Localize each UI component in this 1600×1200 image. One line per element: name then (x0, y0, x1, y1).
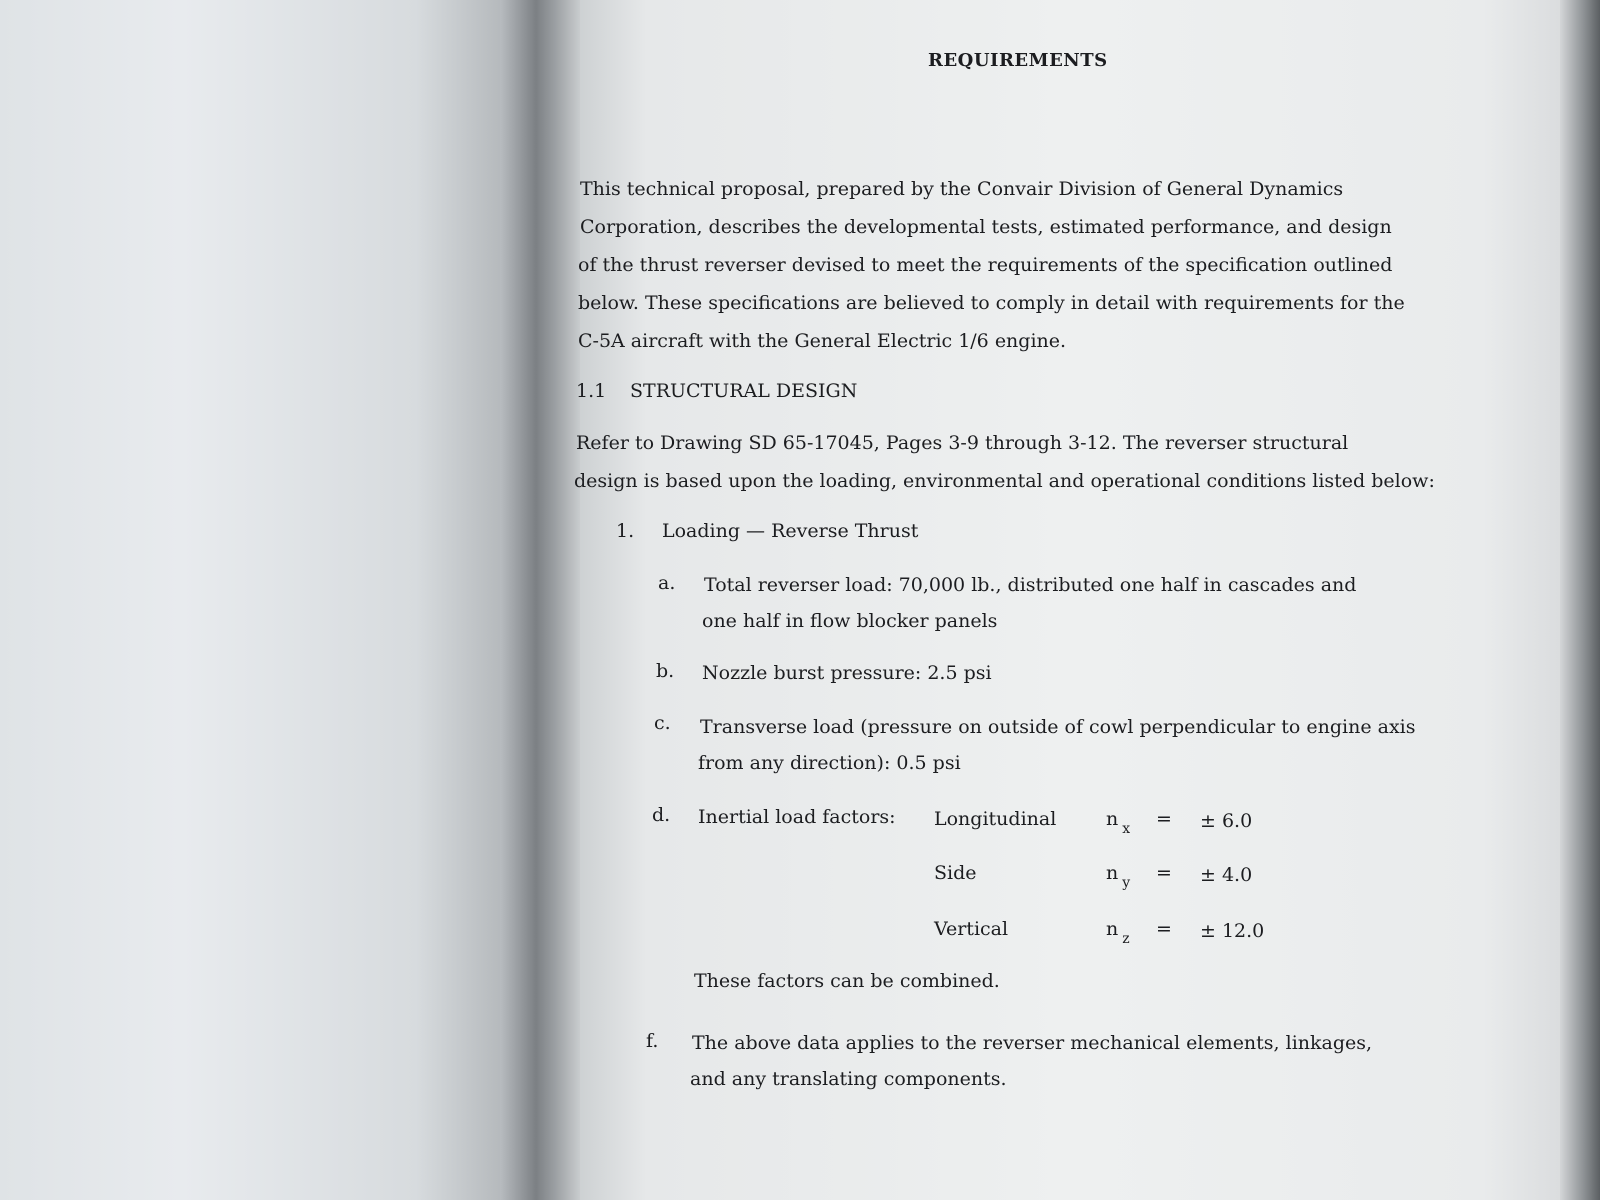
sub-c-line-2: from any direction): 0.5 psi (698, 752, 961, 774)
sub-a-line-2: one half in flow blocker panels (702, 610, 998, 632)
sub-f-line-2: and any translating components. (690, 1068, 1007, 1090)
intro-line-3: of the thrust reverser devised to meet the requirements of the specification outlined (578, 254, 1393, 276)
intro-line-5: C-5A aircraft with the General Electric 1/6 engine. (578, 330, 1067, 352)
sub-d-letter: d. (652, 804, 671, 826)
sub-b-text: Nozzle burst pressure: 2.5 psi (702, 662, 992, 684)
factors-note: These factors can be combined. (694, 970, 1000, 992)
intro-line-2: Corporation, describes the developmental tests, estimated performance, and design (580, 216, 1392, 238)
sub-a-line-1: Total reverser load: 70,000 lb., distributed one half in cascades and (704, 574, 1357, 596)
factor-vertical-value: ± 12.0 (1200, 920, 1265, 942)
factor-longitudinal-symbol: n $_x$ (1106, 808, 1131, 837)
sub-c-line-1: Transverse load (pressure on outside of cowl perpendicular to engine axis (700, 716, 1416, 738)
item-1-title: Loading — Reverse Thrust (662, 520, 919, 542)
section-line-2: design is based upon the loading, environmental and operational conditions listed below: (574, 470, 1435, 492)
sub-f-line-1: The above data applies to the reverser mechanical elements, linkages, (692, 1032, 1373, 1054)
left-page (0, 0, 520, 1200)
sub-b-letter: b. (656, 660, 675, 682)
section-line-1: Refer to Drawing SD 65-17045, Pages 3-9 through 3-12. The reverser structural (576, 432, 1349, 454)
factor-side-symbol: n $_y$ (1106, 862, 1131, 891)
intro-line-1: This technical proposal, prepared by the Convair Division of General Dynamics (580, 178, 1344, 200)
factor-longitudinal-name: Longitudinal (934, 808, 1057, 830)
sub-c-letter: c. (654, 712, 671, 734)
factor-side-value: ± 4.0 (1200, 864, 1253, 886)
item-1-number: 1. (616, 520, 635, 542)
factor-vertical-eq: = (1156, 918, 1172, 940)
factor-vertical-symbol: n $_z$ (1106, 918, 1130, 947)
page-edge (1560, 0, 1600, 1200)
factor-vertical-name: Vertical (934, 918, 1009, 940)
book-spine-shadow (500, 0, 580, 1200)
page-title: REQUIREMENTS (928, 50, 1108, 71)
sub-d-label: Inertial load factors: (698, 806, 896, 828)
intro-line-4: below. These specifications are believed to comply in detail with requirements for the (578, 292, 1405, 314)
factor-side-name: Side (934, 862, 977, 884)
sub-f-letter: f. (646, 1030, 659, 1052)
factor-side-eq: = (1156, 862, 1172, 884)
factor-longitudinal-value: ± 6.0 (1200, 810, 1253, 832)
sub-a-letter: a. (658, 572, 676, 594)
section-number: 1.1 (576, 380, 607, 402)
section-title: STRUCTURAL DESIGN (630, 380, 858, 402)
factor-longitudinal-eq: = (1156, 808, 1172, 830)
